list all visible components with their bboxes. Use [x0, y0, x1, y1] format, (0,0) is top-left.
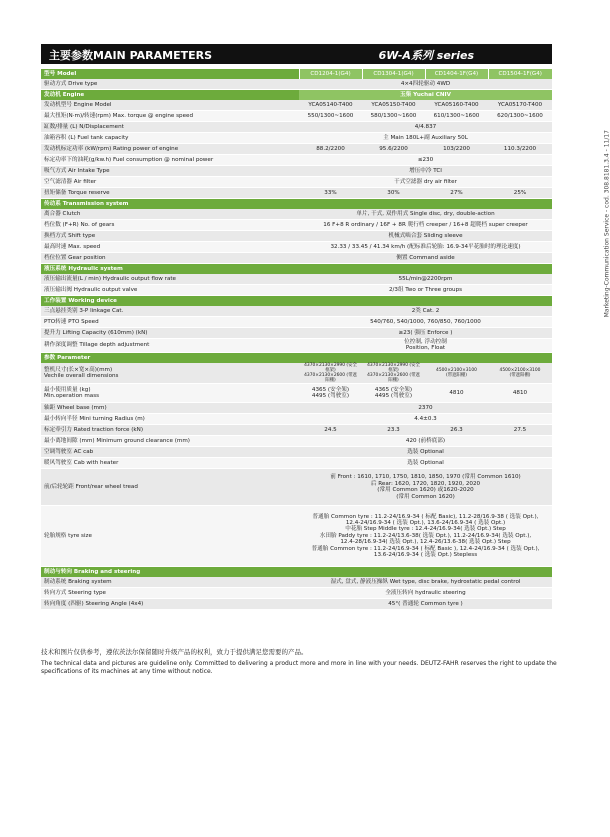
section-header-row: [41, 296, 552, 307]
spec-value: 侧置 Command aside: [299, 253, 552, 264]
spec-label: 标定牵引力 Rated traction force (kN): [41, 425, 299, 436]
spec-row: [41, 447, 552, 458]
spec-value: 选装 Optional: [299, 447, 552, 458]
spec-row: [41, 403, 552, 414]
spec-value: 4/4.837: [299, 122, 552, 133]
spec-value: 单片, 干式, 双作用式 Single disc, dry, double-action: [299, 209, 552, 220]
spec-value: 610/1300~1600: [425, 111, 488, 122]
spec-value: YCA05160-T400: [425, 100, 488, 111]
spec-value: 620/1300~1600: [488, 111, 552, 122]
spec-row: [41, 122, 552, 133]
spec-row: [41, 253, 552, 264]
spec-row: [41, 166, 552, 177]
spec-label: 空气滤清器 Air filter: [41, 177, 299, 188]
spec-value: 23.3: [362, 425, 425, 436]
section-label: 传动系 Transmission system: [41, 199, 552, 210]
side-note: Marketing-Communication Service - cod. 308.8181.3.4 - 11/17: [603, 130, 610, 318]
spec-label: 换档方式 Shift type: [41, 231, 299, 242]
spec-row: [41, 317, 552, 328]
spec-value: 24.5: [299, 425, 362, 436]
spec-value: 普通胎 Common tyre : 11.2-24/16.9-34 ( 标配 Basic), 11.2-28/16.9-38 ( 选装 Opt.), 12.4-24/16.9-34 ( 选装 Opt.), 13.6-24/16.9-34 ( 选装 Opt.) 中花胎 Step Middle tyre : 12.4-24/16.9-34( 选装 Opt.) Step 水田胎 Paddy tyre : 11.2-24/13.6-38( 选装 Opt.), 11.2-24/16.9-34( 选装 Opt.), 12.4-28/16.9-34( 选装 Opt.), 12.4-26/13.6-38( 选装 Opt.) Step 普通胎 Common tyre : 11.2-24/16.9-34 ( 标配 Basic ), 12.4-24/16.9-34 ( 选装 Opt.), 13.6-24/16.9-34 ( 选装 Opt.) Stepless: [299, 506, 552, 567]
spec-value: 增压中冷 TCI: [299, 166, 552, 177]
spec-label: 油箱容积 (L) Fuel tank capacity: [41, 133, 299, 144]
spec-value: 420 (前桥底部): [299, 436, 552, 447]
spec-row: [41, 79, 552, 90]
spec-row: [41, 274, 552, 285]
spec-label: 前/后轮轮距 Front/rear wheel tread: [41, 469, 299, 506]
page-title: 主要参数MAIN PARAMETERS: [49, 49, 213, 62]
spec-row: [41, 506, 552, 567]
spec-value: 540/760, 540/1000, 760/850, 760/1000: [299, 317, 552, 328]
model-name: CD1404-1F(G4): [425, 69, 488, 79]
disclaimer-en: The technical data and pictures are guideline only. Committed to delivering a product more and more in line with your needs. DEUTZ-FAHR reserves the right to update the specifications of its machines at any time without notice.: [41, 659, 557, 675]
section-label: 制动与转向 Braking and steering: [41, 567, 552, 578]
spec-row: [41, 469, 552, 506]
spec-label: 发动机标定功率 (kW/rpm) Rating power of engine: [41, 144, 299, 155]
spec-row: [41, 425, 552, 436]
spec-value: 4365 (安全架) 4495 (驾驶室): [299, 384, 362, 403]
spec-value: ≥23( 强压 Enforce ): [299, 328, 552, 339]
spec-value: 16 F+8 R ordinary / 16F + 8R 爬行档 creeper / 16+8 超爬档 super creeper: [299, 220, 552, 231]
spec-row: [41, 100, 552, 111]
section-header-row: [41, 352, 552, 363]
model-name: CD1504-1F(G4): [488, 69, 552, 79]
spec-row: [41, 599, 552, 610]
spec-value: 550/1300~1600: [299, 111, 362, 122]
spec-label: 最小使用质量 (kg) Min.operation mass: [41, 384, 299, 403]
spec-label: 轮胎规格 tyre size: [41, 506, 299, 567]
disclaimer-cn: 技术和图片仅供参考，遵依茨法尔保留随时升级产品的权利，致力于提供满足您需要的产品。: [41, 648, 308, 656]
spec-value: 干式空滤器 dry air filter: [299, 177, 552, 188]
spec-value: 4370×2130×2990 (安全框架) 4370×2130×2600 (带遮阳棚): [299, 363, 362, 384]
spec-row: [41, 155, 552, 166]
section-label: 发动机 Engine: [41, 90, 299, 101]
spec-label: 轴距 Wheel base (mm): [41, 403, 299, 414]
spec-value: 4810: [425, 384, 488, 403]
spec-table: [41, 69, 552, 610]
spec-value: 4365 (安全架) 4495 (驾驶室): [362, 384, 425, 403]
spec-row: [41, 306, 552, 317]
model-name: CD1204-1(G4): [299, 69, 362, 79]
spec-row: [41, 577, 552, 588]
title-bar: [41, 44, 552, 64]
spec-value: 前 Front : 1610, 1710, 1750, 1810, 1850, 1970 (常用 Common 1610) 后 Rear: 1620, 1720, 1820, 1920, 2020 (常用 Common 1620) 或1620-2020 (常用 Common 1620): [299, 469, 552, 506]
spec-label: 耕作深度调整 Tillage depth adjustment: [41, 339, 299, 353]
spec-value: 4500×2100×3100 (带遮阳棚): [425, 363, 488, 384]
spec-value: 4.4±0.3: [299, 414, 552, 425]
spec-row: [41, 177, 552, 188]
spec-label: 最小离地间隙 (mm) Minimum ground clearance (mm): [41, 436, 299, 447]
spec-label: 液压输出流量(L / min) Hydraulic output flow rate: [41, 274, 299, 285]
spec-value: 110.3/2200: [488, 144, 552, 155]
spec-row: [41, 144, 552, 155]
spec-row: [41, 328, 552, 339]
spec-value: 27.5: [488, 425, 552, 436]
spec-value: 2370: [299, 403, 552, 414]
spec-label: 档位数 (F+R) No. of gears: [41, 220, 299, 231]
spec-label: 最大扭矩(N·m)/转速(rpm) Max. torque @ engine speed: [41, 111, 299, 122]
section-header-row: [41, 264, 552, 275]
spec-row: [41, 285, 552, 296]
spec-row: [41, 188, 552, 199]
spec-value: 主 Main 180L+副 Auxiliary 50L: [299, 133, 552, 144]
spec-label: 空调驾驶室 AC cab: [41, 447, 299, 458]
spec-row: [41, 588, 552, 599]
spec-label: 离合器 Clutch: [41, 209, 299, 220]
spec-row: [41, 242, 552, 253]
section-header-row: [41, 567, 552, 578]
spec-value: 4810: [488, 384, 552, 403]
model-name: CD1304-1(G4): [362, 69, 425, 79]
spec-row: [41, 111, 552, 122]
spec-value: 2类 Cat. 2: [299, 306, 552, 317]
section-header-row: [41, 199, 552, 210]
spec-label: 转向角度 (四驱) Steering Angle (4x4): [41, 599, 299, 610]
spec-value: 32.33 / 33.45 / 41.34 km/h (配标准后轮胎: 16.9-34平花胎时的理论速度): [299, 242, 552, 253]
spec-label: 转向方式 Steering type: [41, 588, 299, 599]
spec-value: 4×4四轮驱动 4WD: [299, 79, 552, 90]
spec-value: 33%: [299, 188, 362, 199]
spec-row: [41, 339, 552, 353]
spec-value: 2/3组 Two or Three groups: [299, 285, 552, 296]
spec-label: 整机尺寸(长×宽×高)(mm) Vechile overall dimensions: [41, 363, 299, 384]
spec-label: 最高时速 Max. speed: [41, 242, 299, 253]
footer-disclaimer: [41, 648, 561, 676]
spec-label: 吸气方式 Air Intake Type: [41, 166, 299, 177]
spec-row: [41, 133, 552, 144]
spec-label: 液压输出阀 Hydraulic output valve: [41, 285, 299, 296]
spec-value: 选装 Optional: [299, 458, 552, 469]
spec-label: 三点悬挂类别 3-P linkage Cat.: [41, 306, 299, 317]
spec-value: 湿式, 盘式, 静液压操纵 Wet type, disc brake, hydrostatic pedal control: [299, 577, 552, 588]
spec-row: [41, 220, 552, 231]
spec-value: 580/1300~1600: [362, 111, 425, 122]
spec-label: 标定功率下的油耗(g/kw.h) Fuel consumption @ nominal power: [41, 155, 299, 166]
spec-value: 26.3: [425, 425, 488, 436]
spec-row: [41, 458, 552, 469]
spec-label: 制动系统 Braking system: [41, 577, 299, 588]
section-label: 参数 Parameter: [41, 352, 552, 363]
spec-value: 全液压转向 hydraulic steering: [299, 588, 552, 599]
spec-row: [41, 363, 552, 384]
spec-value: 45°( 普通轮 Common tyre ): [299, 599, 552, 610]
spec-label: 最小转向半径 Mini turning Radius (m): [41, 414, 299, 425]
spec-row: [41, 436, 552, 447]
spec-value: 27%: [425, 188, 488, 199]
spec-value: 95.6/2200: [362, 144, 425, 155]
spec-value: ≤230: [299, 155, 552, 166]
spec-label: 提升力 Lifting Capacity (610mm) (kN): [41, 328, 299, 339]
spec-value: 30%: [362, 188, 425, 199]
spec-value: 机械式啮合套 Sliding sleeve: [299, 231, 552, 242]
section-label: 液压系统 Hydraulic system: [41, 264, 552, 275]
spec-value: 4500×2100×3100 (带遮阳棚): [488, 363, 552, 384]
spec-row: [41, 209, 552, 220]
spec-value: 位控制, 浮动控制 Position, Float: [299, 339, 552, 353]
spec-value: 103/2200: [425, 144, 488, 155]
section-header-row: [41, 90, 552, 101]
spec-value: 4370×2130×2990 (安全框架) 4370×2130×2600 (带遮阳棚): [362, 363, 425, 384]
spec-value: YCA05140-T400: [299, 100, 362, 111]
spec-value: 88.2/2200: [299, 144, 362, 155]
spec-value: 25%: [488, 188, 552, 199]
spec-label: 档位位置 Gear position: [41, 253, 299, 264]
spec-row: [41, 414, 552, 425]
spec-value: YCA05170-T400: [488, 100, 552, 111]
section-value: 玉柴 Yuchai CNIV: [299, 90, 552, 101]
spec-value: 55L/min@2200rpm: [299, 274, 552, 285]
spec-label: 扭矩储备 Torque reserve: [41, 188, 299, 199]
spec-label: 发动机型号 Engine Model: [41, 100, 299, 111]
section-label: 型号 Model: [41, 69, 299, 79]
spec-row: [41, 384, 552, 403]
models-header-row: [41, 69, 552, 79]
spec-value: YCA05150-T400: [362, 100, 425, 111]
spec-label: 驱动方式 Drive type: [41, 79, 299, 90]
series-title: 6W-A系列 series: [378, 49, 474, 62]
spec-label: 暖风驾驶室 Cab with heater: [41, 458, 299, 469]
spec-label: PTO转速 PTO Speed: [41, 317, 299, 328]
spec-label: 缸数/排量 (L) N/Displacement: [41, 122, 299, 133]
spec-row: [41, 231, 552, 242]
section-label: 工作装置 Working device: [41, 296, 552, 307]
